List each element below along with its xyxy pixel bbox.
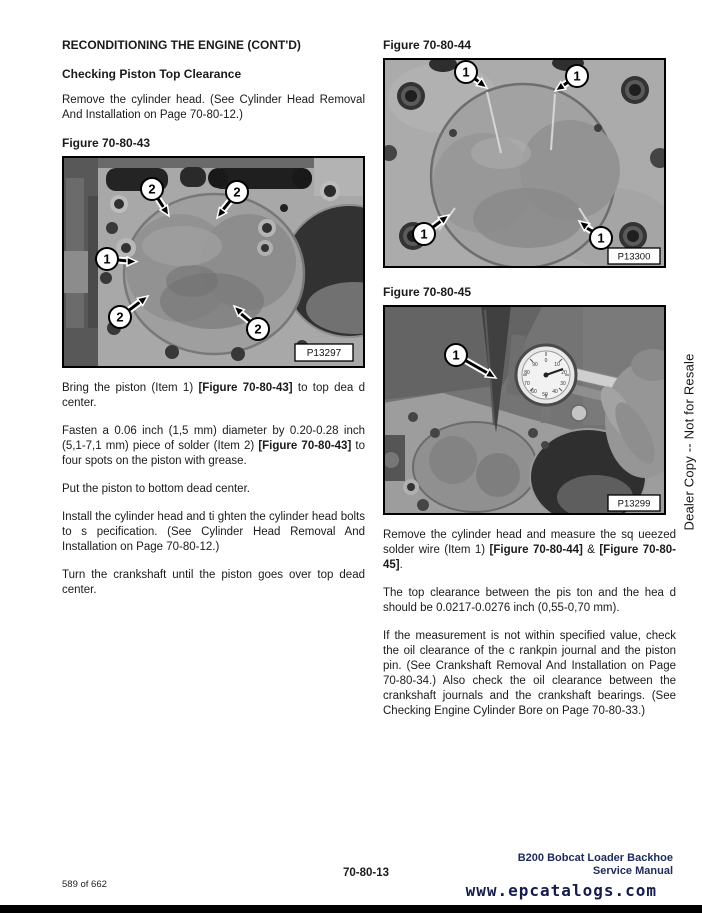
callout-item2-top-right <box>226 181 248 203</box>
left-body-paragraphs <box>62 381 365 598</box>
callout-bottom-left <box>413 223 435 245</box>
section-heading: RECONDITIONING THE ENGINE (CONT'D) <box>62 38 301 52</box>
text-run: Remove the cylinder head and measure the sq ueezed solder wire (Item 1) <box>383 529 676 556</box>
left-column <box>62 30 365 598</box>
callout-item2-bottom-left <box>109 306 131 328</box>
figure-43-label: Figure 70-80-43 <box>62 136 151 150</box>
text-run: Remove the cylinder head. (See Cylinder Head Removal And Installation on Page 70-80-12.) <box>62 94 365 121</box>
paragraph <box>62 381 365 411</box>
svg-text:50: 50 <box>542 392 548 398</box>
paragraph <box>62 568 365 598</box>
figure-45-photo <box>383 305 676 515</box>
paragraph <box>62 510 365 555</box>
figure-44-label: Figure 70-80-44 <box>383 38 472 52</box>
svg-text:2: 2 <box>233 184 241 200</box>
figure-45-label: Figure 70-80-45 <box>383 285 472 299</box>
book-title-line2: Service Manual <box>592 865 673 877</box>
paragraph <box>383 528 676 573</box>
svg-text:80: 80 <box>524 370 530 376</box>
sheet-indicator: 589 of 662 <box>62 879 107 890</box>
svg-text:1: 1 <box>597 230 605 246</box>
svg-text:40: 40 <box>552 389 558 395</box>
figure-reference: [Figure 70-80-44] <box>489 544 583 556</box>
text-run: to four spots on the piston with grease. <box>62 440 366 467</box>
figure-reference: [Figure 70-80-43] <box>198 382 293 394</box>
paragraph <box>62 482 365 497</box>
svg-text:2: 2 <box>116 309 124 325</box>
paragraph <box>383 629 676 719</box>
svg-text:60: 60 <box>531 389 537 395</box>
svg-text:P13300: P13300 <box>617 251 651 263</box>
paragraph <box>62 424 365 469</box>
cylinder-head-photo <box>383 58 666 268</box>
right-column <box>383 30 676 719</box>
text-run: & <box>582 544 600 556</box>
figure-reference: [Figure 70-80-45] <box>383 544 676 571</box>
figure-reference: [Figure 70-80-43] <box>258 440 352 452</box>
paragraph <box>383 586 676 616</box>
svg-text:30: 30 <box>560 381 566 387</box>
callout-top-right <box>566 65 588 87</box>
photo-id-plate <box>295 344 353 361</box>
paragraph <box>62 93 365 123</box>
svg-text:1: 1 <box>103 251 111 267</box>
callout-bottom-right <box>590 227 612 249</box>
svg-text:0: 0 <box>544 358 548 364</box>
callout-item2-bottom-right <box>247 318 269 340</box>
text-run: to top dea d center. <box>62 382 365 409</box>
page-number: 70-80-13 <box>342 867 390 879</box>
website-watermark: www.epcatalogs.com <box>465 881 657 900</box>
callout-item1 <box>96 248 118 270</box>
callout-item2-top-left <box>141 178 163 200</box>
svg-text:2: 2 <box>148 181 156 197</box>
svg-text:1: 1 <box>462 64 470 80</box>
svg-text:10: 10 <box>554 362 560 368</box>
photo-id-plate <box>608 248 660 264</box>
svg-text:1: 1 <box>573 68 581 84</box>
svg-text:P13299: P13299 <box>617 498 651 510</box>
figure-44-photo <box>383 58 676 268</box>
subsection-heading: Checking Piston Top Clearance <box>62 67 242 81</box>
text-run: The top clearance between the pis ton and the hea d should be 0.0217-0.0276 inch (0,55-0,70 mm). <box>383 587 676 614</box>
svg-text:90: 90 <box>532 362 538 368</box>
dealer-copy-watermark: Dealer Copy -- Not for Resale <box>681 353 697 531</box>
screw <box>571 405 587 421</box>
figure-43-photo <box>62 156 365 368</box>
text-run: If the measurement is not within specified value, check the oil clearance of the c rankpin journal and the piston pin. (See Crankshaft Removal And Installation on Page 70-80-34.) Also check the oil clearance between the crankshaft journals and the crankshaft bearings. (See Checking Engine Cylinder Bore on Page 70-80-33.) <box>383 630 676 717</box>
book-title <box>518 852 673 878</box>
callout-top-left <box>455 61 477 83</box>
intro-paragraphs <box>62 93 365 123</box>
callout-item1 <box>445 344 467 366</box>
svg-text:1: 1 <box>452 347 460 363</box>
text-run: Fasten a 0.06 inch (1,5 mm) diameter by 0.20-0.28 inch (5,1-7,1 mm) piece of solder (Item 2) <box>62 425 365 452</box>
text-run: . <box>399 559 403 571</box>
text-run: Put the piston to bottom dead center. <box>62 483 250 495</box>
text-run: Bring the piston (Item 1) <box>62 382 199 394</box>
book-title-line1: B200 Bobcat Loader Backhoe <box>517 852 673 864</box>
text-run: Turn the crankshaft until the piston goes over top dead center. <box>62 569 365 596</box>
right-body-paragraphs <box>383 528 676 719</box>
svg-text:P13297: P13297 <box>306 348 342 359</box>
svg-text:2: 2 <box>254 321 262 337</box>
svg-text:70: 70 <box>524 381 530 387</box>
photo-id-plate <box>608 495 660 511</box>
dial-indicator <box>516 345 576 405</box>
caliper-measurement-photo <box>383 305 666 515</box>
svg-text:1: 1 <box>420 226 428 242</box>
text-run: Install the cylinder head and ti ghten the cylinder head bolts to s pecification. (See Cylinder Head Removal And Installation on Page 70-80-12.) <box>62 511 365 553</box>
bottom-border-bar <box>0 905 702 913</box>
svg-text:20: 20 <box>561 370 567 376</box>
engine-block-photo <box>62 156 365 368</box>
